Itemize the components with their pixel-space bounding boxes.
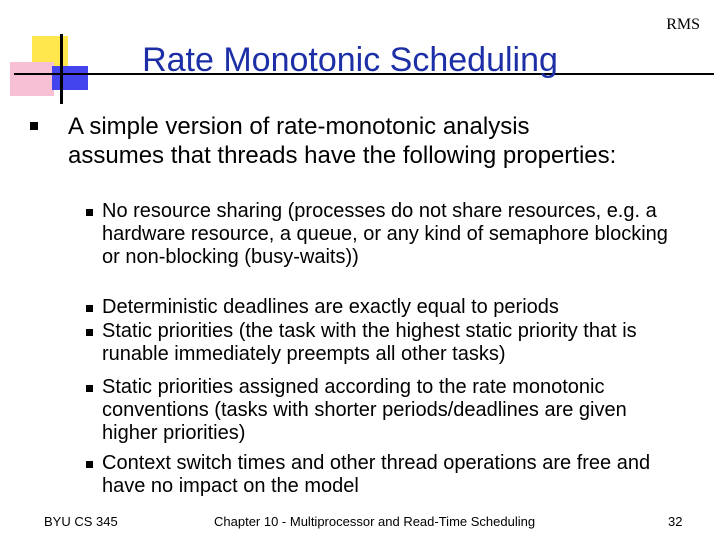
- main-bullet-icon: [30, 122, 38, 130]
- footer-left: BYU CS 345: [44, 514, 118, 529]
- main-bullet-text: A simple version of rate-monotonic analysis assumes that threads have the following properties:: [68, 113, 617, 169]
- sub-bullet-icon: [86, 385, 93, 392]
- sub-bullet-icon: [86, 329, 93, 336]
- page-number: 32: [668, 514, 683, 529]
- slide-title: Rate Monotonic Scheduling: [142, 41, 558, 79]
- sub-bullet-icon: [86, 461, 93, 468]
- sub-bullet-item: Static priorities assigned according to the rate monotonic conventions (tasks with shorter periods/deadlines are given higher priorities): [102, 376, 627, 444]
- header-tag: RMS: [666, 16, 700, 33]
- sub-bullet-item: Deterministic deadlines are exactly equal to periods: [102, 296, 559, 318]
- sub-bullet-icon: [86, 305, 93, 312]
- sub-bullet-item: No resource sharing (processes do not share resources, e.g. a hardware resource, a queue, or any kind of semaphore blocking or non-blocking (busy-waits)): [102, 200, 668, 268]
- sub-bullet-item: Context switch times and other thread operations are free and have no impact on the model: [102, 452, 651, 497]
- sub-bullet-icon: [86, 209, 93, 216]
- footer-center: Chapter 10 - Multiprocessor and Read-Time Scheduling: [214, 514, 536, 529]
- sub-bullet-item: Static priorities (the task with the highest static priority that is runable immediately preempts all other tasks): [102, 320, 637, 365]
